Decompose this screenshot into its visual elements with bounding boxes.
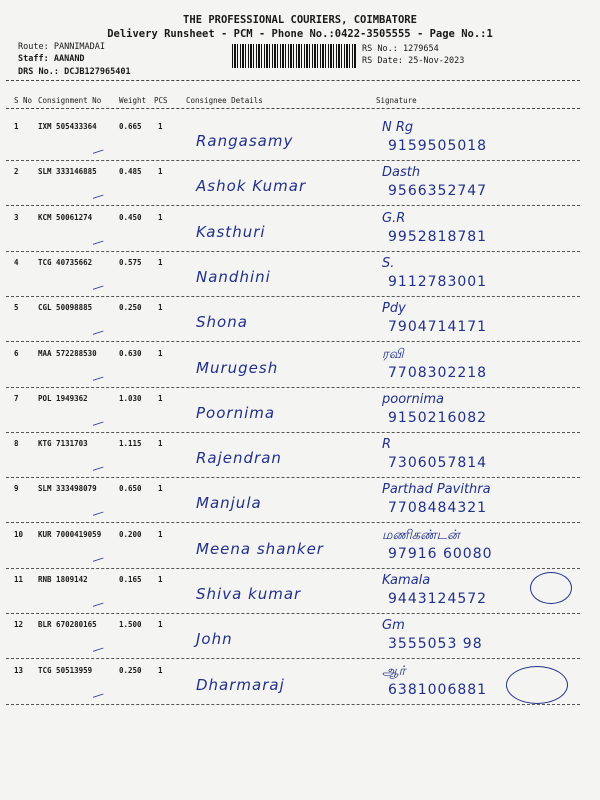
signature: N Rg xyxy=(382,120,414,135)
divider xyxy=(6,80,580,81)
consignment-no: POL 1949362 xyxy=(38,393,88,403)
consignment-no: KUR 7000419059 xyxy=(38,529,102,539)
col-weight: Weight xyxy=(119,96,147,105)
weight: 0.450 xyxy=(119,212,142,222)
consignment-no: BLR 670280165 xyxy=(38,620,97,630)
pcs: 1 xyxy=(158,212,163,222)
route-value: PANNIMADAI xyxy=(53,42,106,52)
table-row xyxy=(0,620,600,665)
consignee-name: Manjula xyxy=(196,494,262,513)
row-sno: 5 xyxy=(14,303,19,313)
consignment-no: TCG 50513959 xyxy=(38,665,93,675)
round-stamp xyxy=(530,572,572,604)
row-divider xyxy=(6,432,580,433)
weight: 1.030 xyxy=(119,393,142,403)
phone-number: 7904714171 xyxy=(388,319,488,336)
table-row xyxy=(0,484,600,529)
round-stamp xyxy=(506,666,568,704)
signature: Parthad Pavithra xyxy=(382,482,491,498)
row-sno: 4 xyxy=(14,257,19,267)
check-mark-icon: — xyxy=(90,278,106,296)
rs-date-label: RS Date: xyxy=(362,56,403,66)
consignee-name: Rajendran xyxy=(196,449,282,468)
check-mark-icon: — xyxy=(90,233,106,251)
col-consignee: Consignee Details xyxy=(186,96,263,105)
check-mark-icon: — xyxy=(90,323,106,341)
consignment-no: IXM 505433364 xyxy=(38,122,97,131)
col-signature: Signature xyxy=(376,96,417,105)
consignee-name: Dharmaraj xyxy=(196,675,285,694)
row-sno: 11 xyxy=(14,575,24,584)
table-row xyxy=(0,575,600,620)
weight: 0.485 xyxy=(119,167,142,177)
divider xyxy=(6,108,580,109)
pcs: 1 xyxy=(158,665,163,675)
phone-number: 9443124572 xyxy=(388,591,488,607)
weight: 1.115 xyxy=(119,439,142,449)
table-row xyxy=(0,255,600,303)
rs-no-label: RS No.: xyxy=(362,44,398,54)
row-divider xyxy=(6,704,580,705)
check-mark-icon: — xyxy=(90,640,106,658)
table-row xyxy=(0,527,600,575)
row-sno: 12 xyxy=(14,620,24,630)
pcs: 1 xyxy=(158,620,163,630)
weight: 0.200 xyxy=(119,529,142,539)
table-row xyxy=(0,303,600,348)
rs-no-line xyxy=(362,44,439,54)
phone-number: 9150216082 xyxy=(388,409,488,426)
weight: 1.500 xyxy=(119,620,142,630)
pcs: 1 xyxy=(158,257,163,267)
pcs: 1 xyxy=(158,439,163,449)
route-label: Route: xyxy=(18,42,49,52)
signature: poornima xyxy=(382,391,444,407)
table-row xyxy=(0,167,600,212)
drs-label: DRS No.: xyxy=(18,67,59,77)
row-sno: 8 xyxy=(14,439,19,449)
phone-number: 3555053 98 xyxy=(388,636,483,653)
phone-number: 9159505018 xyxy=(388,138,488,154)
table-row xyxy=(0,391,600,439)
pcs: 1 xyxy=(158,303,163,313)
signature: Kamala xyxy=(382,573,431,588)
table-row xyxy=(0,346,600,394)
check-mark-icon: — xyxy=(90,368,106,387)
check-mark-icon: — xyxy=(90,142,106,160)
check-mark-icon: — xyxy=(90,414,106,432)
row-divider xyxy=(6,296,580,297)
signature: மணிகண்டன் xyxy=(382,527,460,543)
rs-date-value: 25-Nov-2023 xyxy=(408,56,465,66)
phone-number: 9952818781 xyxy=(388,228,488,245)
col-sno: S No xyxy=(14,96,33,105)
phone-number: 7708484321 xyxy=(388,500,488,517)
pcs: 1 xyxy=(158,393,163,403)
weight: 0.250 xyxy=(119,303,142,313)
pcs: 1 xyxy=(158,167,163,177)
consignee-name: Rangasamy xyxy=(196,132,294,150)
pcs: 1 xyxy=(158,529,163,539)
table-row xyxy=(0,439,600,484)
weight: 0.665 xyxy=(119,122,142,131)
signature: S. xyxy=(382,255,395,271)
consignment-no: CGL 50098885 xyxy=(38,303,93,313)
phone-number: 7306057814 xyxy=(388,455,488,472)
check-mark-icon: — xyxy=(90,187,106,205)
phone-number: 97916 60080 xyxy=(388,545,493,562)
consignment-no: MAA 572288530 xyxy=(38,348,97,358)
signature: G.R xyxy=(382,210,406,226)
check-mark-icon: — xyxy=(90,504,106,522)
row-divider xyxy=(6,568,580,569)
company-name: THE PROFESSIONAL COURIERS, COIMBATORE xyxy=(183,14,417,26)
row-divider xyxy=(6,522,580,523)
table-row xyxy=(0,210,600,258)
consignment-no: TCG 40735662 xyxy=(38,257,93,267)
consignee-name: Nandhini xyxy=(196,267,271,286)
row-divider xyxy=(6,387,580,388)
signature: Dasth xyxy=(382,165,421,181)
pcs: 1 xyxy=(158,575,163,584)
row-sno: 9 xyxy=(14,484,19,494)
col-pcs: PCS xyxy=(154,96,168,105)
consignee-name: Shona xyxy=(196,313,248,332)
row-divider xyxy=(6,205,580,206)
row-sno: 10 xyxy=(14,529,24,539)
consignment-no: KTG 7131703 xyxy=(38,439,88,449)
row-divider xyxy=(6,160,580,161)
runsheet-title: Delivery Runsheet - PCM - Phone No.:0422-3505555 - Page No.:1 xyxy=(107,28,493,40)
row-divider xyxy=(6,477,580,478)
consignment-no: KCM 50061274 xyxy=(38,212,93,222)
signature: Pdy xyxy=(382,301,406,317)
barcode xyxy=(232,44,356,68)
row-sno: 3 xyxy=(14,212,19,222)
consignment-no: SLM 333146885 xyxy=(38,167,97,177)
check-mark-icon: — xyxy=(90,686,106,704)
phone-number: 7708302218 xyxy=(388,364,488,381)
staff-label: Staff: xyxy=(18,54,49,64)
signature: R xyxy=(382,437,392,453)
consignee-name: Ashok Kumar xyxy=(196,177,307,196)
table-row xyxy=(0,122,600,167)
weight: 0.575 xyxy=(119,257,142,267)
staff-line xyxy=(18,54,85,64)
row-sno: 7 xyxy=(14,393,19,403)
check-mark-icon: — xyxy=(90,550,106,568)
drs-value: DCJB127965401 xyxy=(64,67,131,77)
rs-date-line xyxy=(362,56,464,66)
weight: 0.650 xyxy=(119,484,142,494)
row-sno: 6 xyxy=(14,348,19,358)
signature: Gm xyxy=(382,618,405,634)
consignment-no: RNB 1809142 xyxy=(38,575,88,584)
consignee-name: Shiva kumar xyxy=(196,585,302,603)
row-sno: 2 xyxy=(14,167,19,177)
rs-no-value: 1279654 xyxy=(402,44,439,54)
row-sno: 1 xyxy=(14,122,19,131)
weight: 0.630 xyxy=(119,348,142,358)
phone-number: 6381006881 xyxy=(388,681,488,698)
row-divider xyxy=(6,658,580,659)
row-divider xyxy=(6,251,580,252)
pcs: 1 xyxy=(158,484,163,494)
check-mark-icon: — xyxy=(90,459,106,477)
phone-number: 9566352747 xyxy=(388,183,488,200)
weight: 0.250 xyxy=(119,665,142,675)
signature: ஆர் xyxy=(382,663,406,679)
drs-line xyxy=(18,67,131,77)
pcs: 1 xyxy=(158,348,163,358)
row-divider xyxy=(6,613,580,614)
consignee-name: Kasthuri xyxy=(196,222,266,241)
weight: 0.165 xyxy=(119,575,142,584)
check-mark-icon: — xyxy=(90,595,106,613)
consignee-name: John xyxy=(196,630,233,649)
consignee-name: Meena shanker xyxy=(196,539,324,558)
consignee-name: Murugesh xyxy=(196,358,279,377)
route-line xyxy=(18,42,105,52)
pcs: 1 xyxy=(158,122,163,131)
row-divider xyxy=(6,341,580,342)
phone-number: 9112783001 xyxy=(388,273,488,290)
signature: ரவி xyxy=(382,346,404,362)
col-consignment: Consignment No xyxy=(38,96,102,105)
row-sno: 13 xyxy=(14,665,24,675)
staff-value: AANAND xyxy=(53,54,85,64)
consignee-name: Poornima xyxy=(196,403,276,422)
consignment-no: SLM 333498079 xyxy=(38,484,97,494)
